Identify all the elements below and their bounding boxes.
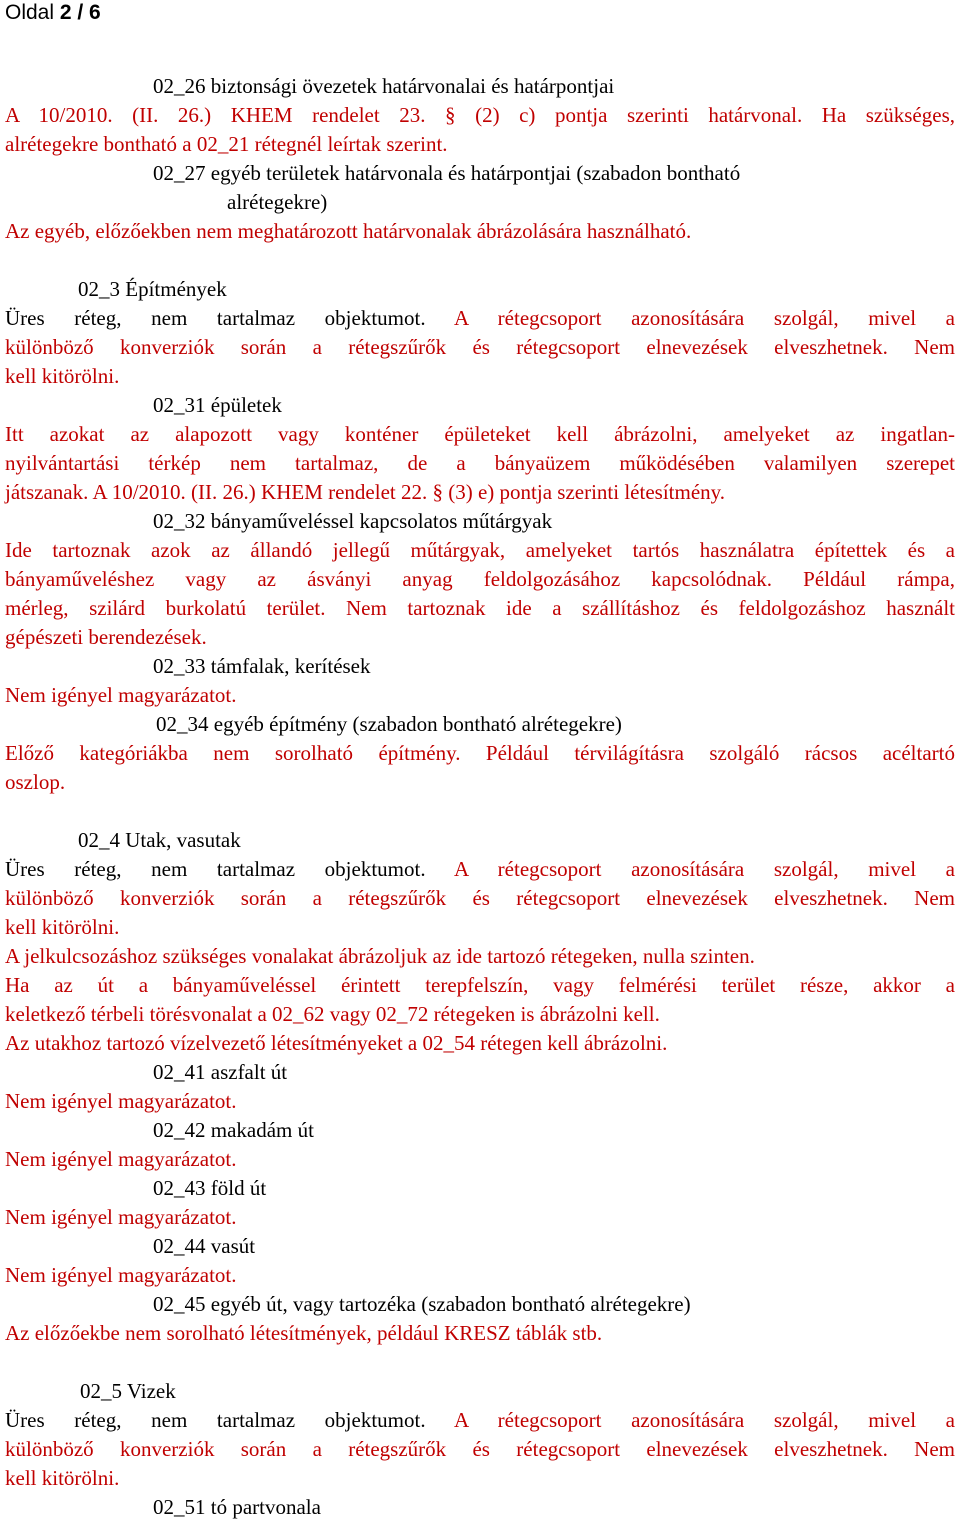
text-segment: Az előzőekbe nem sorolható létesítmények, például KRESZ táblák stb. bbox=[5, 1321, 603, 1345]
text-segment: Nem igényel magyarázatot. bbox=[5, 1205, 237, 1229]
text-segment: A rétegcsoport azonosítására szolgál, mivel a bbox=[425, 1408, 955, 1432]
blank-line bbox=[5, 1348, 955, 1377]
paragraph-line bbox=[5, 536, 955, 565]
text-segment: Az utakhoz tartozó vízelvezető létesítményeket a 02_54 rétegen kell ábrázolni. bbox=[5, 1031, 668, 1055]
text-segment: különböző konverziók során a rétegszűrők és rétegcsoport elnevezések elveszhetnek. Nem bbox=[5, 886, 955, 910]
paragraph-line bbox=[5, 130, 955, 159]
text-segment: Nem igényel magyarázatot. bbox=[5, 1089, 237, 1113]
text-segment: kell kitörölni. bbox=[5, 1466, 120, 1490]
paragraph-line bbox=[5, 217, 955, 246]
text-segment: 02_31 épületek bbox=[153, 393, 282, 417]
paragraph-line bbox=[5, 304, 955, 333]
paragraph-line bbox=[5, 768, 955, 797]
text-segment: Nem igényel magyarázatot. bbox=[5, 1147, 237, 1171]
text-segment: gépészeti berendezések. bbox=[5, 625, 207, 649]
text-segment: 02_45 egyéb út, vagy tartozéka (szabadon bontható alrétegekre) bbox=[153, 1292, 691, 1316]
paragraph-line bbox=[5, 1319, 955, 1348]
text-segment: Nem igényel magyarázatot. bbox=[5, 1263, 237, 1287]
blank-line bbox=[5, 797, 955, 826]
paragraph-line bbox=[5, 1464, 955, 1493]
text-segment: 02_33 támfalak, kerítések bbox=[153, 654, 371, 678]
paragraph-line bbox=[5, 971, 955, 1000]
text-segment: Előző kategóriákba nem sorolható építmény. Például térvilágításra szolgáló rácsos acéltartó bbox=[5, 741, 955, 765]
paragraph-line bbox=[5, 1261, 955, 1290]
text-segment: oszlop. bbox=[5, 770, 66, 794]
text-segment: A rétegcsoport azonosítására szolgál, mivel a bbox=[425, 857, 955, 881]
blank-line bbox=[5, 246, 955, 275]
paragraph-line bbox=[5, 1203, 955, 1232]
text-segment: 02_41 aszfalt út bbox=[153, 1060, 288, 1084]
section-heading bbox=[5, 72, 955, 101]
section-heading bbox=[5, 826, 955, 855]
text-segment: A rétegcsoport azonosítására szolgál, mivel a bbox=[425, 306, 955, 330]
section-heading bbox=[5, 1493, 955, 1522]
text-segment: kell kitörölni. bbox=[5, 915, 120, 939]
text-segment: alrétegekre) bbox=[227, 190, 328, 214]
paragraph-line bbox=[5, 101, 955, 130]
paragraph-line bbox=[5, 942, 955, 971]
paragraph-line bbox=[5, 333, 955, 362]
text-segment: különböző konverziók során a rétegszűrők és rétegcsoport elnevezések elveszhetnek. Nem bbox=[5, 335, 955, 359]
text-segment: Az egyéb, előzőekben nem meghatározott határvonalak ábrázolására használható. bbox=[5, 219, 692, 243]
document-body bbox=[5, 72, 955, 1522]
text-segment: mérleg, szilárd burkolatú terület. Nem tartoznak ide a szállításhoz és feldolgozáshoz használt bbox=[5, 596, 955, 620]
paragraph-line bbox=[5, 1000, 955, 1029]
text-segment: 02_51 tó partvonala bbox=[153, 1495, 321, 1519]
text-segment: alrétegekre bontható a 02_21 rétegnél leírtak szerint. bbox=[5, 132, 448, 156]
section-heading bbox=[5, 652, 955, 681]
paragraph-line bbox=[5, 449, 955, 478]
text-segment: Üres réteg, nem tartalmaz objektumot. bbox=[5, 1408, 426, 1432]
paragraph-line bbox=[5, 681, 955, 710]
text-segment: Itt azokat az alapozott vagy konténer épületeket kell ábrázolni, amelyeket az ingatlan- bbox=[5, 422, 955, 446]
section-heading bbox=[5, 507, 955, 536]
paragraph-line bbox=[5, 1406, 955, 1435]
section-heading bbox=[5, 1058, 955, 1087]
text-segment: Üres réteg, nem tartalmaz objektumot. bbox=[5, 857, 426, 881]
paragraph-line bbox=[5, 913, 955, 942]
section-heading bbox=[5, 710, 955, 739]
section-heading bbox=[5, 1174, 955, 1203]
text-segment: Üres réteg, nem tartalmaz objektumot. bbox=[5, 306, 426, 330]
section-heading bbox=[5, 391, 955, 420]
page-number: 2 / 6 bbox=[59, 1, 101, 24]
text-segment: különböző konverziók során a rétegszűrők és rétegcsoport elnevezések elveszhetnek. Nem bbox=[5, 1437, 955, 1461]
text-segment: 02_32 bányaműveléssel kapcsolatos műtárgyak bbox=[153, 509, 553, 533]
text-segment: Ha az út a bányaműveléssel érintett terepfelszín, vagy felmérési terület része, akkor a bbox=[5, 973, 955, 997]
text-segment: A 10/2010. (II. 26.) KHEM rendelet 23. § (2) c) pontja szerinti határvonal. Ha szükséges, bbox=[5, 103, 955, 127]
paragraph-line bbox=[5, 565, 955, 594]
text-segment: 02_3 Építmények bbox=[78, 277, 227, 301]
text-segment: 02_4 Utak, vasutak bbox=[78, 828, 241, 852]
paragraph-line bbox=[5, 739, 955, 768]
section-heading bbox=[5, 1232, 955, 1261]
section-heading bbox=[5, 1290, 955, 1319]
paragraph-line bbox=[5, 478, 955, 507]
text-segment: 02_44 vasút bbox=[153, 1234, 256, 1258]
paragraph-line bbox=[5, 1435, 955, 1464]
text-segment: Nem igényel magyarázatot. bbox=[5, 683, 237, 707]
text-segment: 02_26 biztonsági övezetek határvonalai és határpontjai bbox=[153, 74, 615, 98]
text-segment: 02_42 makadám út bbox=[153, 1118, 314, 1142]
text-segment: 02_5 Vizek bbox=[80, 1379, 176, 1403]
paragraph-line bbox=[5, 884, 955, 913]
paragraph-line bbox=[5, 420, 955, 449]
page-header bbox=[5, 0, 101, 26]
section-heading bbox=[5, 159, 955, 188]
paragraph-line bbox=[5, 1029, 955, 1058]
paragraph-line bbox=[5, 1145, 955, 1174]
section-heading bbox=[5, 1377, 955, 1406]
paragraph-line bbox=[5, 855, 955, 884]
section-heading bbox=[5, 1116, 955, 1145]
text-segment: nyilvántartási térkép nem tartalmaz, de a bányaüzem működésében valamilyen szerepet bbox=[5, 451, 955, 475]
section-heading bbox=[5, 188, 955, 217]
text-segment: játszanak. A 10/2010. (II. 26.) KHEM rendelet 22. § (3) e) pontja szerinti létesítmény. bbox=[5, 480, 726, 504]
text-segment: 02_27 egyéb területek határvonala és határpontjai (szabadon bontható bbox=[153, 161, 741, 185]
text-segment: 02_34 egyéb építmény (szabadon bontható alrétegekre) bbox=[156, 712, 622, 736]
paragraph-line bbox=[5, 623, 955, 652]
page-label: Oldal bbox=[5, 1, 55, 24]
paragraph-line bbox=[5, 362, 955, 391]
text-segment: A jelkulcsozáshoz szükséges vonalakat ábrázoljuk az ide tartozó rétegeken, nulla szinten. bbox=[5, 944, 755, 968]
text-segment: keletkező térbeli törésvonalat a 02_62 vagy 02_72 rétegeken is ábrázolni kell. bbox=[5, 1002, 660, 1026]
text-segment: bányaműveléshez vagy az ásványi anyag feldolgozásához kapcsolódnak. Például rámpa, bbox=[5, 567, 955, 591]
paragraph-line bbox=[5, 594, 955, 623]
text-segment: kell kitörölni. bbox=[5, 364, 120, 388]
section-heading bbox=[5, 275, 955, 304]
text-segment: Ide tartoznak azok az állandó jellegű műtárgyak, amelyeket tartós használatra építettek és a bbox=[5, 538, 955, 562]
paragraph-line bbox=[5, 1087, 955, 1116]
text-segment: 02_43 föld út bbox=[153, 1176, 267, 1200]
